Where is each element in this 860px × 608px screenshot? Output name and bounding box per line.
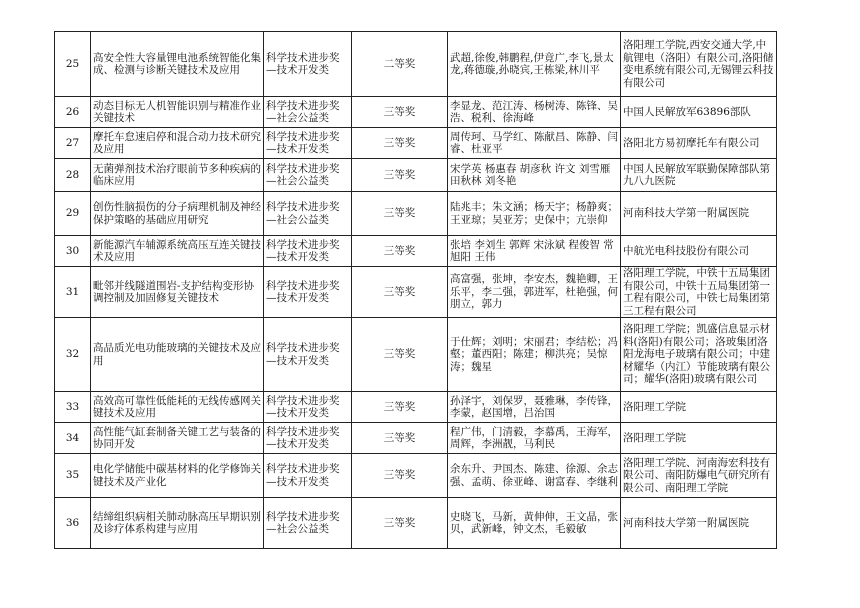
institutions: 中航光电科技股份有限公司 — [621, 236, 777, 267]
institutions: 洛阳理工学院、河南海宏科技有限公司、南阳防爆电气研究所有限公司、南阳理工学院 — [621, 454, 777, 498]
project-name: 新能源汽车辅源系统高压互连关键技术及应用 — [91, 236, 264, 267]
award-category: 科学技术进步奖—社会公益类 — [264, 159, 352, 192]
project-name: 电化学储能中碳基材料的化学修饰关键技术及产业化 — [91, 454, 264, 498]
row-number: 28 — [55, 159, 91, 192]
table-row — [55, 236, 777, 267]
row-number: 26 — [55, 97, 91, 128]
award-category: 科学技术进步奖—技术开发类 — [264, 454, 352, 498]
participants: 高富强，张坤，李安杰，魏艳卿，王乐平，李二强，郭进军，杜艳强，何朋立，郭力 — [448, 267, 621, 318]
institutions: 河南科技大学第一附属医院 — [621, 192, 777, 236]
project-name: 毗邻并线隧道围岩-支护结构变形协调控制及加固修复关键技术 — [91, 267, 264, 318]
institutions: 洛阳理工学院 — [621, 392, 777, 423]
row-number: 32 — [55, 318, 91, 392]
participants: 程广伟，门清毅，李慕禹，王海军，周辉，李洲靓，马利民 — [448, 423, 621, 454]
participants: 余东升、尹国杰、陈建、徐源、余志强、孟萌、徐亚峰、谢富春、李继利 — [448, 454, 621, 498]
project-name: 摩托车怠速启停和混合动力技术研究及应用 — [91, 128, 264, 159]
participants: 李显龙、范江涛、杨树涛、陈锋、吴浩、税利、徐海峰 — [448, 97, 621, 128]
project-name: 结缔组织病相关肺动脉高压早期识别及诊疗体系构建与应用 — [91, 498, 264, 549]
award-category: 科学技术进步奖—社会公益类 — [264, 192, 352, 236]
row-number: 29 — [55, 192, 91, 236]
award-grade: 三等奖 — [352, 97, 448, 128]
participants: 陆兆丰；朱文涵；杨天宇；杨静爽；王亚琼；吴亚芳；史保中；亢崇仰 — [448, 192, 621, 236]
award-category: 科学技术进步奖—技术开发类 — [264, 318, 352, 392]
project-name: 高安全性大容量锂电池系统智能化集成、检测与诊断关键技术及应用 — [91, 32, 264, 97]
award-grade: 三等奖 — [352, 454, 448, 498]
row-number: 27 — [55, 128, 91, 159]
institutions: 洛阳理工学院；凯盛信息显示材料(洛阳)有限公司；洛玻集团洛阳龙海电子玻璃有限公司；中建材耀华（内江）节能玻璃有限公司；耀华(洛阳)玻璃有限公司 — [621, 318, 777, 392]
participants: 宋学英 杨惠春 胡彦秋 许文 刘雪雁 田秋林 刘冬艳 — [448, 159, 621, 192]
table-row — [55, 318, 777, 392]
project-name: 高品质光电功能玻璃的关键技术及应用 — [91, 318, 264, 392]
institutions: 中国人民解放军63896部队 — [621, 97, 777, 128]
row-number: 31 — [55, 267, 91, 318]
award-grade: 三等奖 — [352, 498, 448, 549]
award-grade: 二等奖 — [352, 32, 448, 97]
award-grade: 三等奖 — [352, 192, 448, 236]
institutions: 河南科技大学第一附属医院 — [621, 498, 777, 549]
project-name: 无菌弹剂技术治疗眼前节多种疾病的临床应用 — [91, 159, 264, 192]
award-grade: 三等奖 — [352, 267, 448, 318]
award-grade: 三等奖 — [352, 423, 448, 454]
awards-table — [54, 31, 777, 549]
row-number: 35 — [55, 454, 91, 498]
award-grade: 三等奖 — [352, 159, 448, 192]
institutions: 中国人民解放军联勤保障部队第九八九医院 — [621, 159, 777, 192]
row-number: 34 — [55, 423, 91, 454]
table-row — [55, 32, 777, 97]
institutions: 洛阳理工学院,西安交通大学,中航锂电（洛阳）有限公司,洛阳储变电系统有限公司,无锡锂云科技有限公司 — [621, 32, 777, 97]
project-name: 创伤性脑损伤的分子病理机制及神经保护策略的基础应用研究 — [91, 192, 264, 236]
table-row — [55, 97, 777, 128]
table-row — [55, 423, 777, 454]
award-category: 科学技术进步奖—社会公益类 — [264, 498, 352, 549]
project-name: 动态目标无人机智能识别与精准作业关键技术 — [91, 97, 264, 128]
row-number: 25 — [55, 32, 91, 97]
participants: 孙泽宇，刘保罗，聂雅琳，李传锋，李蒙，赵国增，吕治国 — [448, 392, 621, 423]
institutions: 洛阳理工学院，中铁十五局集团有限公司，中铁十五局集团第一工程有限公司，中铁七局集团第三工程有限公司 — [621, 267, 777, 318]
award-grade: 三等奖 — [352, 236, 448, 267]
row-number: 30 — [55, 236, 91, 267]
award-category: 科学技术进步奖—技术开发类 — [264, 32, 352, 97]
award-grade: 三等奖 — [352, 392, 448, 423]
table-row — [55, 267, 777, 318]
table-row — [55, 159, 777, 192]
participants: 于仕辉；刘明；宋丽君；李结松；冯壑；董西阳；陈建；柳洪亮；吴惊涛；魏星 — [448, 318, 621, 392]
award-category: 科学技术进步奖—技术开发类 — [264, 236, 352, 267]
table-row — [55, 192, 777, 236]
row-number: 36 — [55, 498, 91, 549]
project-name: 高效高可靠性低能耗的无线传感网关键技术及应用 — [91, 392, 264, 423]
participants: 武超,徐俊,韩鹏程,伊竟广,李飞,景太龙,蒋德璇,孙晓宾,王栋梁,林川平 — [448, 32, 621, 97]
award-category: 科学技术进步奖—技术开发类 — [264, 423, 352, 454]
table-row — [55, 128, 777, 159]
row-number: 33 — [55, 392, 91, 423]
participants: 史晓飞，马新，黄伸伸，王文晶，张贝，武新峰，钟文杰，毛毅敏 — [448, 498, 621, 549]
participants: 张培 李刘生 郭辉 宋泳斌 程俊智 常旭阳 王伟 — [448, 236, 621, 267]
award-category: 科学技术进步奖—社会公益类 — [264, 97, 352, 128]
institutions: 洛阳北方易初摩托车有限公司 — [621, 128, 777, 159]
table-row — [55, 392, 777, 423]
award-category: 科学技术进步奖—技术开发类 — [264, 267, 352, 318]
table-row — [55, 498, 777, 549]
award-category: 科学技术进步奖—技术开发类 — [264, 392, 352, 423]
award-grade: 三等奖 — [352, 318, 448, 392]
award-grade: 三等奖 — [352, 128, 448, 159]
participants: 周传珂、马学红、陈献昌、陈静、闫睿、杜亚平 — [448, 128, 621, 159]
institutions: 洛阳理工学院 — [621, 423, 777, 454]
project-name: 高性能气缸套制备关键工艺与装备的协同开发 — [91, 423, 264, 454]
award-category: 科学技术进步奖—技术开发类 — [264, 128, 352, 159]
table-row — [55, 454, 777, 498]
